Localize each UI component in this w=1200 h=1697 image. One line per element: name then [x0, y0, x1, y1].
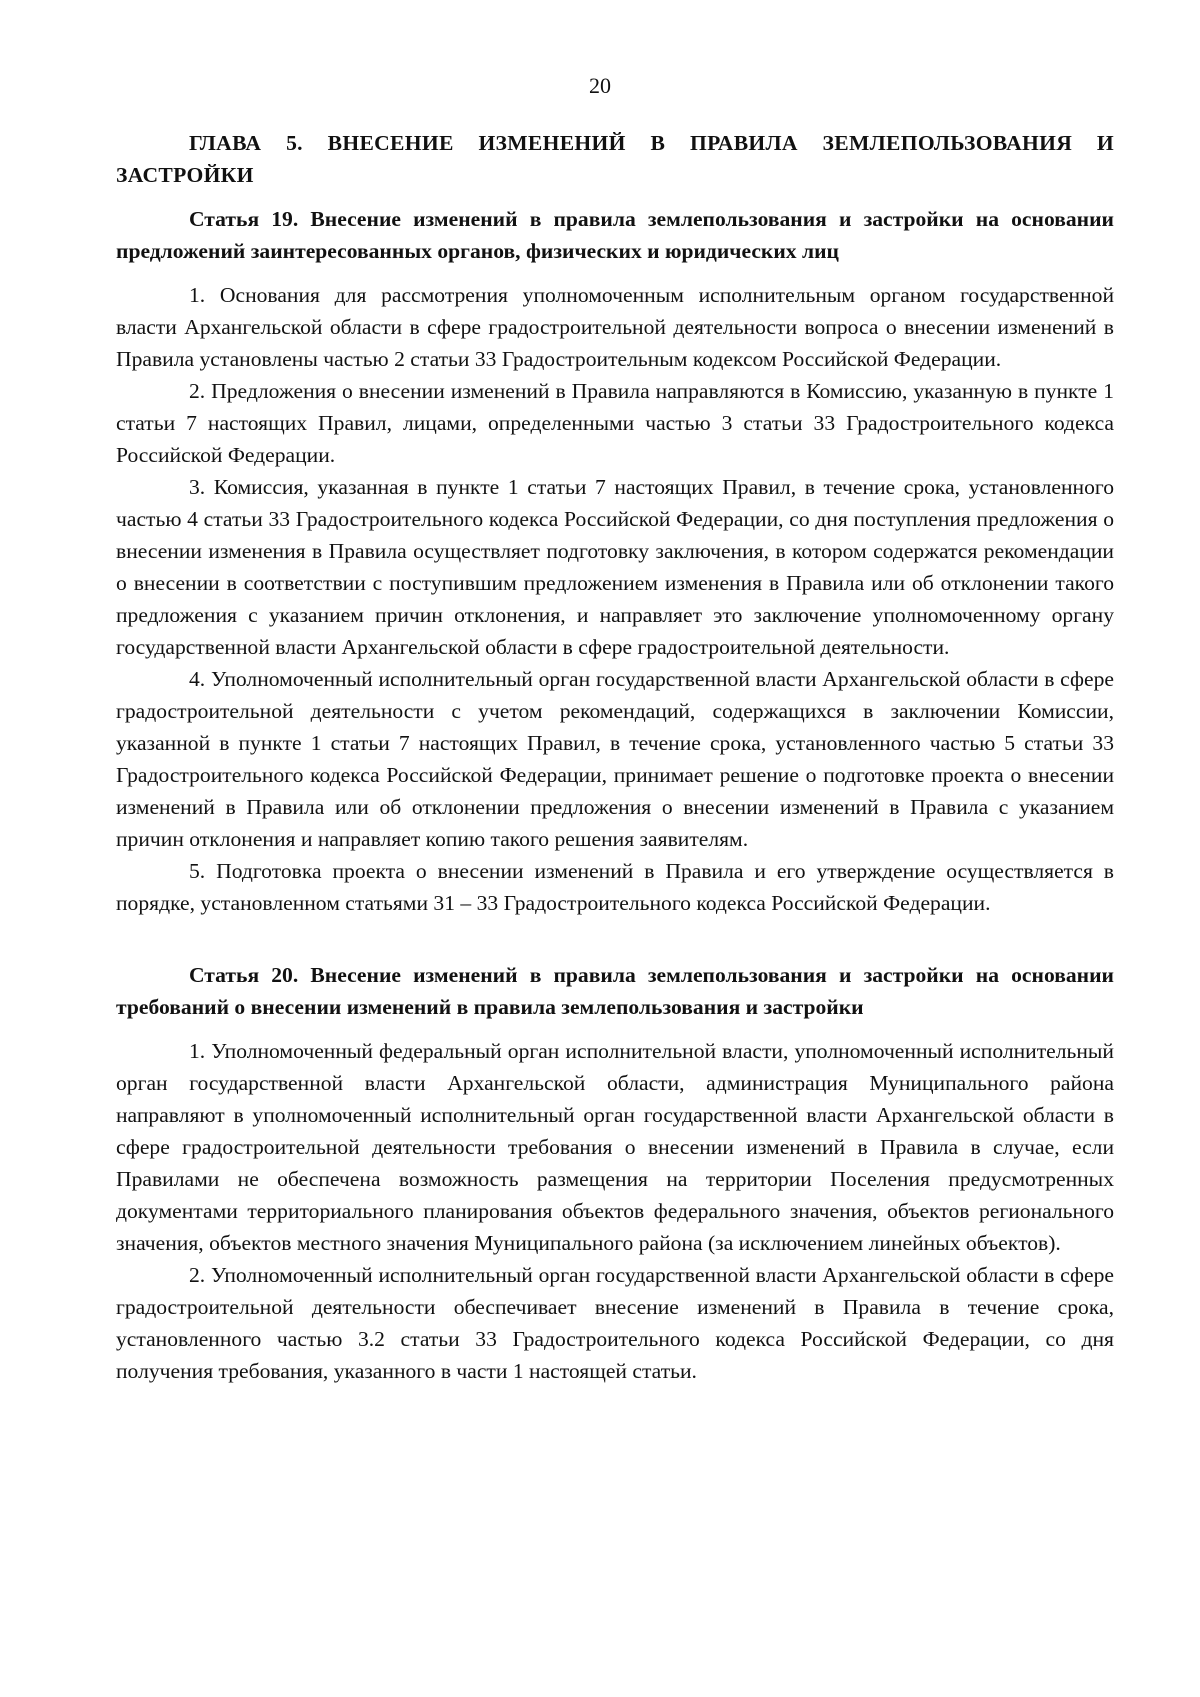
page-content	[116, 127, 1114, 1387]
article-20	[116, 959, 1114, 1387]
article-title: Статья 20. Внесение изменений в правила землепользования и застройки на основании требований о внесении изменений в правила землепользования и застройки	[116, 963, 1114, 1019]
article-paragraph: 1. Основания для рассмотрения уполномоченным исполнительным органом государственной власти Архангельской области в сфере градостроительной деятельности вопроса о внесении изменений в Правила установлены частью 2 статьи 33 Градостроительным кодексом Российской Федерации.	[116, 283, 1114, 371]
article-title: Статья 19. Внесение изменений в правила землепользования и застройки на основании предложений заинтересованных органов, физических и юридических лиц	[116, 207, 1114, 263]
page-number: 20	[589, 73, 611, 98]
chapter-title: ГЛАВА 5. ВНЕСЕНИЕ ИЗМЕНЕНИЙ В ПРАВИЛА ЗЕМЛЕПОЛЬЗОВАНИЯ И ЗАСТРОЙКИ	[116, 131, 1114, 187]
article-paragraph: 2. Уполномоченный исполнительный орган государственной власти Архангельской области в сфере градостроительной деятельности обеспечивает внесение изменений в Правила в течение срока, установленного частью 3.2 статьи 33 Градостроительного кодекса Российской Федерации, со дня получения требования, указанного в части 1 настоящей статьи.	[116, 1263, 1114, 1383]
article-paragraph: 3. Комиссия, указанная в пункте 1 статьи 7 настоящих Правил, в течение срока, установленного частью 4 статьи 33 Градостроительного кодекса Российской Федерации, со дня поступления предложения о внесении изменения в Правила осуществляет подготовку заключения, в котором содержатся рекомендации о внесении в соответствии с поступившим предложением изменения в Правила или об отклонении такого предложения с указанием причин отклонения, и направляет это заключение уполномоченному органу государственной власти Архангельской области в сфере градостроительной деятельности.	[116, 475, 1114, 659]
article-19	[116, 203, 1114, 919]
article-paragraph: 5. Подготовка проекта о внесении изменений в Правила и его утверждение осуществляется в порядке, установленном статьями 31 – 33 Градостроительного кодекса Российской Федерации.	[116, 859, 1114, 915]
article-paragraph: 4. Уполномоченный исполнительный орган государственной власти Архангельской области в сфере градостроительной деятельности с учетом рекомендаций, содержащихся в заключении Комиссии, указанной в пункте 1 статьи 7 настоящих Правил, в течение срока, установленного частью 5 статьи 33 Градостроительного кодекса Российской Федерации, принимает решение о подготовке проекта о внесении изменений в Правила или об отклонении предложения о внесении изменений в Правила с указанием причин отклонения и направляет копию такого решения заявителям.	[116, 667, 1114, 851]
article-paragraph: 2. Предложения о внесении изменений в Правила направляются в Комиссию, указанную в пункте 1 статьи 7 настоящих Правил, лицами, определенными частью 3 статьи 33 Градостроительного кодекса Российской Федерации.	[116, 379, 1114, 467]
article-paragraph: 1. Уполномоченный федеральный орган исполнительной власти, уполномоченный исполнительный орган государственной власти Архангельской области, администрация Муниципального района направляют в уполномоченный исполнительный орган государственной власти Архангельской области в сфере градостроительной деятельности требования о внесении изменений в Правила в случае, если Правилами не обеспечена возможность размещения на территории Поселения предусмотренных документами территориального планирования объектов федерального значения, объектов регионального значения, объектов местного значения Муниципального района (за исключением линейных объектов).	[116, 1039, 1114, 1255]
